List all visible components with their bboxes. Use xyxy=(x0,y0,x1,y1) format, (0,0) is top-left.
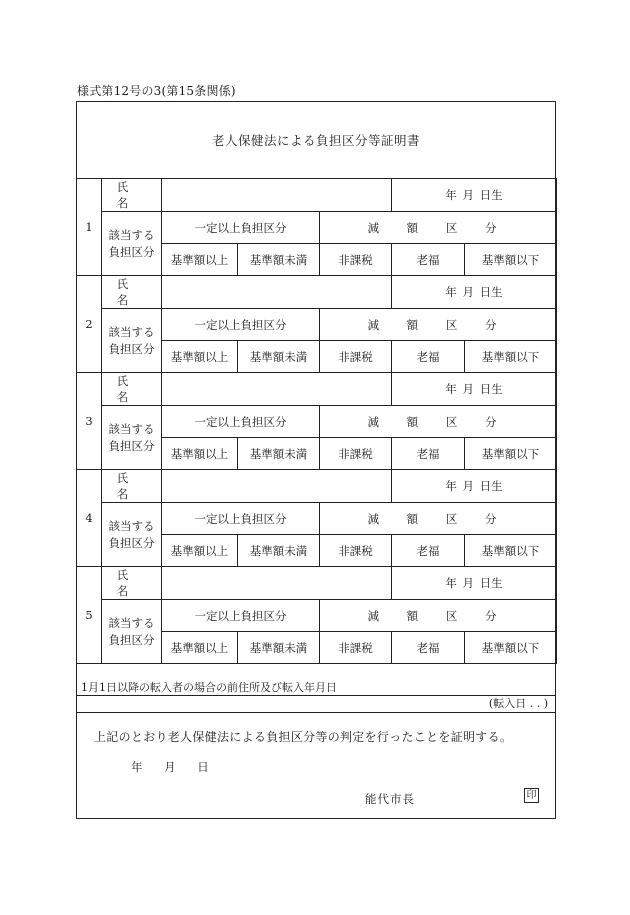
form-number-label: 様式第12号の3(第15条関係) xyxy=(77,84,236,98)
record-row xyxy=(77,212,557,244)
above-standard-cell[interactable]: 基準額以上 xyxy=(162,341,238,373)
welfare-cell[interactable]: 老福 xyxy=(392,535,465,567)
birth-date-field[interactable]: 年 月 日生 xyxy=(392,470,557,503)
name-field[interactable] xyxy=(162,276,392,309)
reduction-header: 減 額 区 分 xyxy=(320,212,557,244)
record-number: 1 xyxy=(77,179,102,276)
above-fixed-header: 一定以上負担区分 xyxy=(162,600,320,632)
above-standard-cell[interactable]: 基準額以上 xyxy=(162,632,238,664)
record-row xyxy=(77,309,557,341)
record-number: 3 xyxy=(77,373,102,470)
name-field[interactable] xyxy=(162,179,392,212)
birth-date-field[interactable]: 年 月 日生 xyxy=(392,373,557,406)
record-row xyxy=(77,179,557,212)
record-row xyxy=(77,470,557,503)
birth-date-field[interactable]: 年 月 日生 xyxy=(392,567,557,600)
name-label: 氏 名 xyxy=(102,567,162,600)
above-fixed-header: 一定以上負担区分 xyxy=(162,406,320,438)
standard-or-less-cell[interactable]: 基準額以下 xyxy=(465,244,557,276)
below-standard-cell[interactable]: 基準額未満 xyxy=(238,438,320,470)
non-taxable-cell[interactable]: 非課税 xyxy=(320,244,392,276)
name-label: 氏 名 xyxy=(102,276,162,309)
welfare-cell[interactable]: 老福 xyxy=(392,438,465,470)
certification-date: 年 月 日 xyxy=(131,760,209,774)
movein-date: (転入日 . . ) xyxy=(488,697,548,710)
non-taxable-cell[interactable]: 非課税 xyxy=(320,438,392,470)
reduction-header: 減 額 区 分 xyxy=(320,309,557,341)
birth-date-field[interactable]: 年 月 日生 xyxy=(392,179,557,212)
divider xyxy=(77,712,555,713)
welfare-cell[interactable]: 老福 xyxy=(392,244,465,276)
certificate-frame xyxy=(76,101,556,819)
above-standard-cell[interactable]: 基準額以上 xyxy=(162,438,238,470)
below-standard-cell[interactable]: 基準額未満 xyxy=(238,632,320,664)
standard-or-less-cell[interactable]: 基準額以下 xyxy=(465,438,557,470)
record-row xyxy=(77,276,557,309)
category-label: 該当する 負担区分 xyxy=(102,503,162,567)
category-label: 該当する 負担区分 xyxy=(102,406,162,470)
above-standard-cell[interactable]: 基準額以上 xyxy=(162,535,238,567)
non-taxable-cell[interactable]: 非課税 xyxy=(320,535,392,567)
issuer-name: 能代市長 xyxy=(365,792,415,806)
below-standard-cell[interactable]: 基準額未満 xyxy=(238,341,320,373)
standard-or-less-cell[interactable]: 基準額以下 xyxy=(465,632,557,664)
category-label: 該当する 負担区分 xyxy=(102,212,162,276)
reduction-header: 減 額 区 分 xyxy=(320,503,557,535)
birth-date-field[interactable]: 年 月 日生 xyxy=(392,276,557,309)
record-row xyxy=(77,567,557,600)
name-label: 氏 名 xyxy=(102,179,162,212)
non-taxable-cell[interactable]: 非課税 xyxy=(320,341,392,373)
record-row xyxy=(77,503,557,535)
above-standard-cell[interactable]: 基準額以上 xyxy=(162,244,238,276)
above-fixed-header: 一定以上負担区分 xyxy=(162,212,320,244)
name-label: 氏 名 xyxy=(102,373,162,406)
record-row xyxy=(77,406,557,438)
above-fixed-header: 一定以上負担区分 xyxy=(162,503,320,535)
seal-mark: 印 xyxy=(524,788,539,803)
record-number: 4 xyxy=(77,470,102,567)
category-label: 該当する 負担区分 xyxy=(102,600,162,664)
category-label: 該当する 負担区分 xyxy=(102,309,162,373)
certification-text: 上記のとおり老人保健法による負担区分等の判定を行ったことを証明する。 xyxy=(94,730,513,744)
name-label: 氏 名 xyxy=(102,470,162,503)
reduction-header: 減 額 区 分 xyxy=(320,600,557,632)
above-fixed-header: 一定以上負担区分 xyxy=(162,309,320,341)
name-field[interactable] xyxy=(162,567,392,600)
standard-or-less-cell[interactable]: 基準額以下 xyxy=(465,341,557,373)
record-number: 5 xyxy=(77,567,102,664)
record-row xyxy=(77,373,557,406)
non-taxable-cell[interactable]: 非課税 xyxy=(320,632,392,664)
record-number: 2 xyxy=(77,276,102,373)
movein-label: 1月1日以降の転入者の場合の前住所及び転入年月日 xyxy=(77,680,555,696)
document-title: 老人保健法による負担区分等証明書 xyxy=(211,133,420,148)
records-table xyxy=(76,178,557,664)
welfare-cell[interactable]: 老福 xyxy=(392,341,465,373)
standard-or-less-cell[interactable]: 基準額以下 xyxy=(465,535,557,567)
reduction-header: 減 額 区 分 xyxy=(320,406,557,438)
welfare-cell[interactable]: 老福 xyxy=(392,632,465,664)
below-standard-cell[interactable]: 基準額未満 xyxy=(238,244,320,276)
below-standard-cell[interactable]: 基準額未満 xyxy=(238,535,320,567)
record-row xyxy=(77,600,557,632)
name-field[interactable] xyxy=(162,373,392,406)
name-field[interactable] xyxy=(162,470,392,503)
